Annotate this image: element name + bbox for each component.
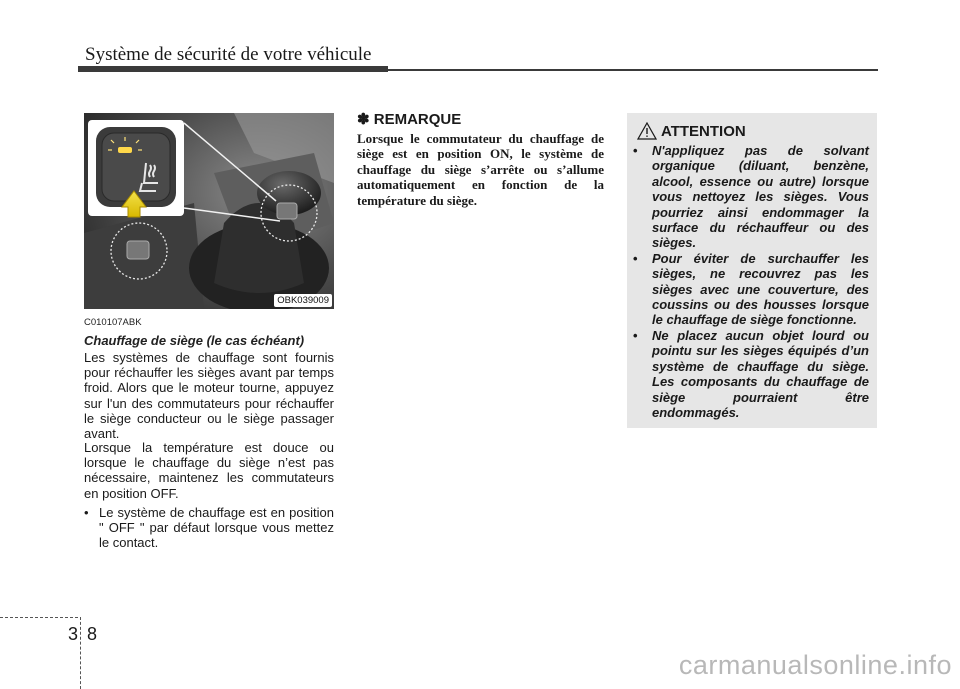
section-heading: Chauffage de siège (le cas échéant) xyxy=(84,333,305,348)
center-console-illustration xyxy=(84,113,334,309)
attention-item: • N'appliquez pas de solvant organique (diluant, benzène, alcool, essence ou autre) lorsque vous nettoyez les sièges. Vous pourriez ainsi endommager la surface du réchauffeur ou des sièges. xyxy=(633,143,869,251)
chapter-number: 3 xyxy=(68,624,79,644)
footer-rule xyxy=(0,617,78,618)
warning-triangle-icon xyxy=(637,122,657,140)
body-bullet-list xyxy=(84,505,334,551)
footer-divider xyxy=(80,617,81,689)
section-code: C010107ABK xyxy=(84,317,142,328)
body-paragraph-2: Lorsque la température est douce ou lorsque le chauffage du siège n’est pas nécessaire, maintenez les commutateurs en position OFF. xyxy=(84,440,334,501)
attention-item: • Pour éviter de surchauffer les sièges, ne recouvrez pas les sièges avec une couverture, des coussins ou des housses lorsque le chauffage de siège fonctionne. xyxy=(633,251,869,328)
attention-item: • Ne placez aucun objet lourd ou pointu sur les sièges équipés d’un système de chauffage du siège. Les composants du chauffage de siège pourraient être endommagés. xyxy=(633,328,869,420)
body-bullet-item: • Le système de chauffage est en position " OFF " par défaut lorsque vous mettez le contact. xyxy=(84,505,334,551)
remark-heading: ✽ REMARQUE xyxy=(357,111,462,128)
figure-code: OBK039009 xyxy=(274,294,332,307)
attention-list xyxy=(633,143,869,420)
header-rule-thin xyxy=(388,69,878,71)
header-rule-thick xyxy=(78,66,388,72)
body-paragraph-1: Les systèmes de chauffage sont fournis pour réchauffer les sièges avant par temps froid. Alors que le moteur tourne, appuyez sur l'un des commutateurs pour réchauffer le siège conducteur ou le siège passager avant. xyxy=(84,350,334,442)
watermark: carmanualsonline.info xyxy=(678,650,952,680)
attention-title: ATTENTION xyxy=(661,123,746,140)
remark-text: Lorsque le commutateur du chauffage de siège est en position ON, le système de chauffage du siège s’arrête ou s’allume automatiquement en fonction de la température du siège. xyxy=(357,131,604,208)
seat-heater-photo xyxy=(84,113,334,309)
page-header-title: Système de sécurité de votre véhicule xyxy=(85,44,372,65)
page-number: 8 xyxy=(87,624,98,644)
